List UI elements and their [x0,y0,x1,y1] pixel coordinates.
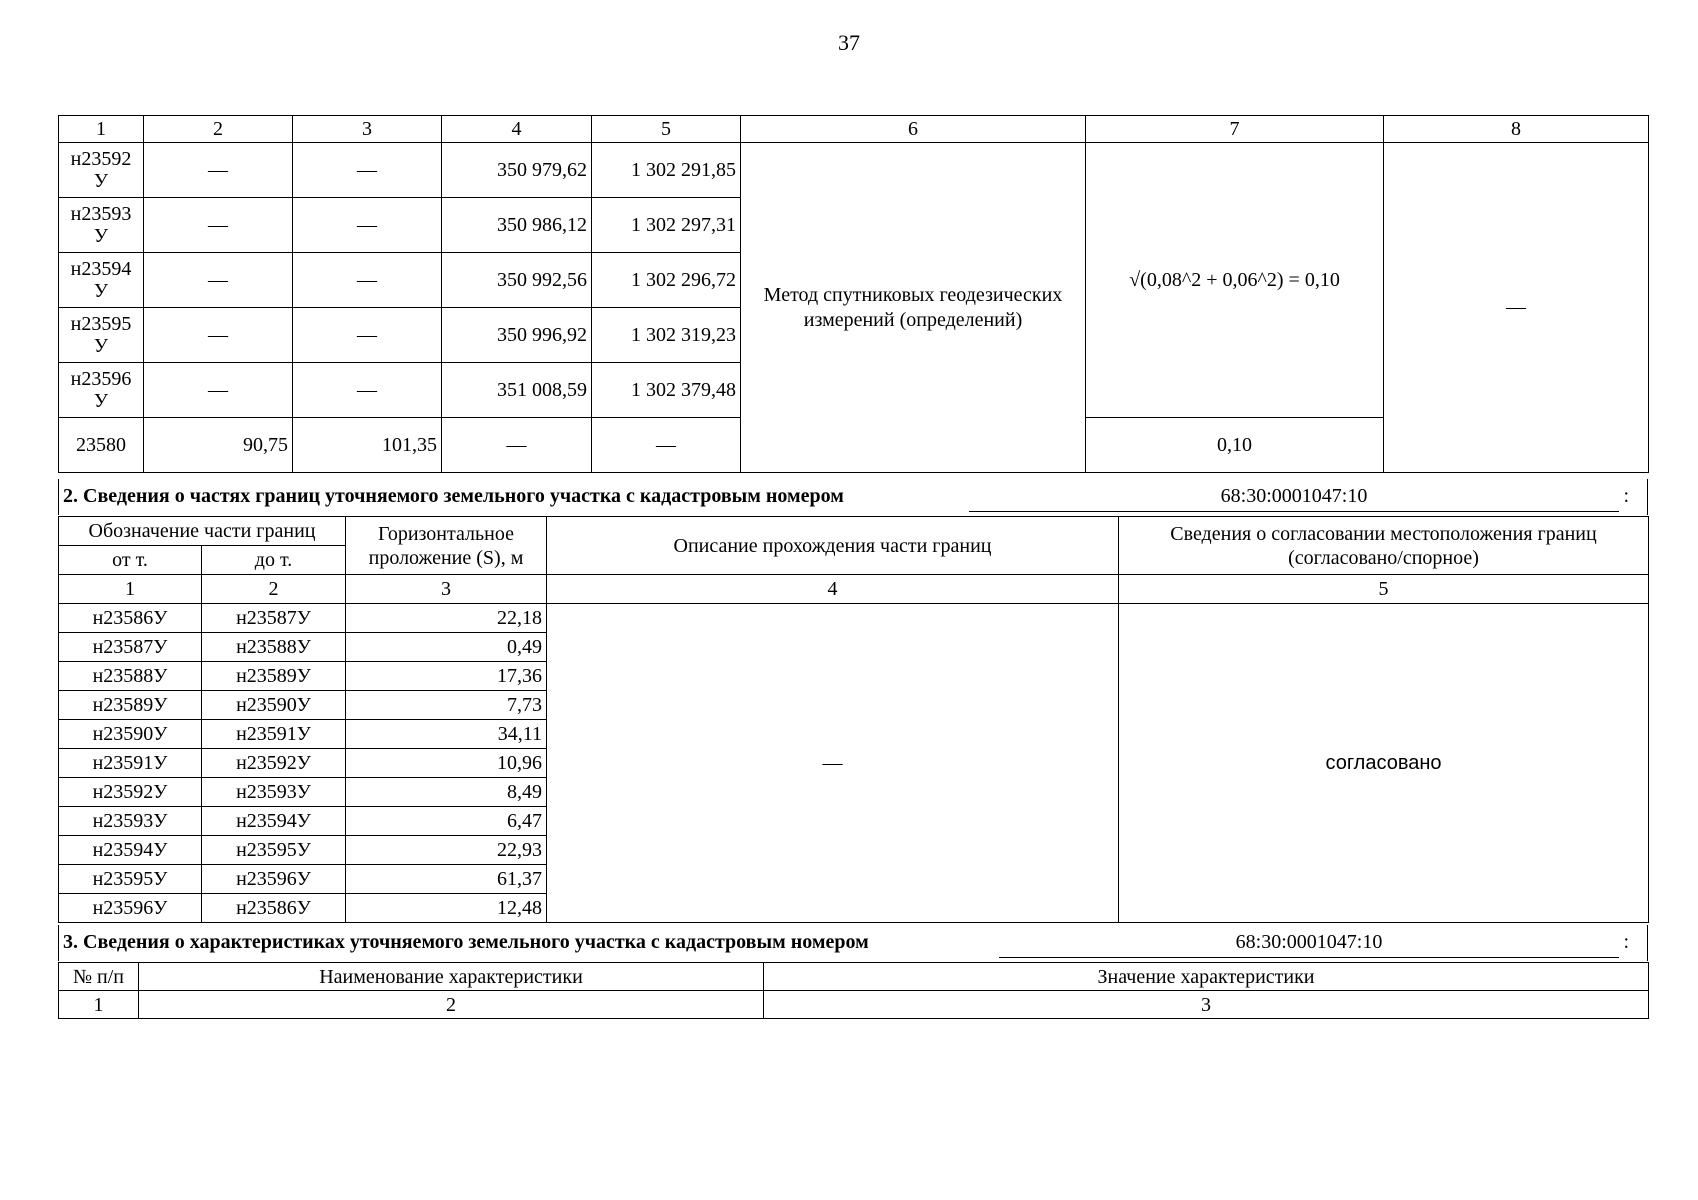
coord-x: 351 008,59 [442,363,592,418]
header-cell: 1 [59,575,202,604]
point-name: 23580 [59,418,144,473]
coord-x: 350 979,62 [442,143,592,198]
distance: 7,73 [346,691,547,720]
to-point: н23589У [202,662,346,691]
to-point: н23587У [202,604,346,633]
header-from: от т. [59,546,202,575]
accuracy-formula: √(0,08^2 + 0,06^2) = 0,10 [1086,143,1384,418]
header-part: Обозначение части границ [59,517,346,546]
distance: 6,47 [346,807,547,836]
description-value: — [547,604,1119,923]
cell: — [293,198,442,253]
distance: 12,48 [346,894,547,923]
to-point: н23590У [202,691,346,720]
col8-cell: — [1384,143,1649,473]
to-point: н23596У [202,865,346,894]
to-point: н23591У [202,720,346,749]
coord-y: 1 302 296,72 [592,253,741,308]
section-3-heading [58,925,1648,961]
coord-y: 1 302 379,48 [592,363,741,418]
coord-y: 1 302 297,31 [592,198,741,253]
to-point: н23595У [202,836,346,865]
cadastral-number: 68:30:0001047:10 [999,931,1619,958]
agreement-value: согласовано [1119,604,1649,923]
to-point: н23594У [202,807,346,836]
header-cell: 3 [293,116,442,143]
point-name: н23592 У [59,143,144,198]
from-point: н23596У [59,894,202,923]
header-cell: 3 [346,575,547,604]
header-cell: 2 [144,116,293,143]
header-cell: 1 [59,991,139,1019]
to-point: н23586У [202,894,346,923]
distance: 10,96 [346,749,547,778]
header-cell: 5 [592,116,741,143]
to-point: н23592У [202,749,346,778]
distance: 61,37 [346,865,547,894]
from-point: н23589У [59,691,202,720]
from-point: н23592У [59,778,202,807]
method-cell: Метод спутниковых геодезических измерений (определений) [741,143,1086,473]
point-name: н23593 У [59,198,144,253]
table-header-row [59,116,1649,143]
point-name: н23595 У [59,308,144,363]
header-value: Значение характеристики [764,963,1649,991]
to-point: н23588У [202,633,346,662]
cell: — [293,143,442,198]
distance: 34,11 [346,720,547,749]
from-point: н23586У [59,604,202,633]
distance: 8,49 [346,778,547,807]
header-horizontal: Горизонтальное проложение (S), м [346,517,547,575]
table-row [59,143,1649,198]
header-cell: 5 [1119,575,1649,604]
header-cell: 6 [741,116,1086,143]
from-point: н23587У [59,633,202,662]
from-point: н23593У [59,807,202,836]
cell: — [293,363,442,418]
accuracy-last: 0,10 [1086,418,1384,473]
point-name: н23594 У [59,253,144,308]
coord-y: 1 302 319,23 [592,308,741,363]
cell: — [293,253,442,308]
section-2-heading [58,479,1648,515]
cell: — [144,363,293,418]
coordinates-table [58,115,1649,473]
distance: 0,49 [346,633,547,662]
from-point: н23591У [59,749,202,778]
page-number: 37 [838,30,860,55]
header-name: Наименование характеристики [139,963,764,991]
header-agreement: Сведения о согласовании местоположения границ (согласовано/спорное) [1119,517,1649,575]
from-point: н23588У [59,662,202,691]
table-number-row [59,991,1649,1019]
header-cell: 4 [442,116,592,143]
header-cell: 2 [202,575,346,604]
cell: — [144,143,293,198]
table-number-row [59,575,1649,604]
table-row [59,604,1649,633]
cell: 90,75 [144,418,293,473]
header-cell: 1 [59,116,144,143]
table-header-row [59,517,1649,546]
boundary-parts-table [58,516,1649,923]
coord-x: — [442,418,592,473]
header-cell: 8 [1384,116,1649,143]
from-point: н23590У [59,720,202,749]
coord-y: — [592,418,741,473]
cell: — [293,308,442,363]
cell: — [144,198,293,253]
header-to: до т. [202,546,346,575]
cell: — [144,308,293,363]
to-point: н23593У [202,778,346,807]
coord-y: 1 302 291,85 [592,143,741,198]
header-cell: 7 [1086,116,1384,143]
coord-x: 350 992,56 [442,253,592,308]
cell: — [144,253,293,308]
cadastral-number: 68:30:0001047:10 [969,485,1619,512]
point-name: н23596 У [59,363,144,418]
characteristics-table [58,962,1649,1019]
distance: 22,18 [346,604,547,633]
header-number: № п/п [59,963,139,991]
coord-x: 350 986,12 [442,198,592,253]
from-point: н23595У [59,865,202,894]
colon: : [1623,485,1629,507]
header-cell: 3 [764,991,1649,1019]
section-3-title: 3. Сведения о характеристиках уточняемого земельного участка с кадастровым номером [63,931,869,953]
colon: : [1623,931,1629,953]
distance: 22,93 [346,836,547,865]
header-cell: 4 [547,575,1119,604]
header-cell: 2 [139,991,764,1019]
cell: 101,35 [293,418,442,473]
section-2-title: 2. Сведения о частях границ уточняемого земельного участка с кадастровым номером [63,485,844,507]
distance: 17,36 [346,662,547,691]
coord-x: 350 996,92 [442,308,592,363]
from-point: н23594У [59,836,202,865]
table-header-row [59,963,1649,991]
header-description: Описание прохождения части границ [547,517,1119,575]
